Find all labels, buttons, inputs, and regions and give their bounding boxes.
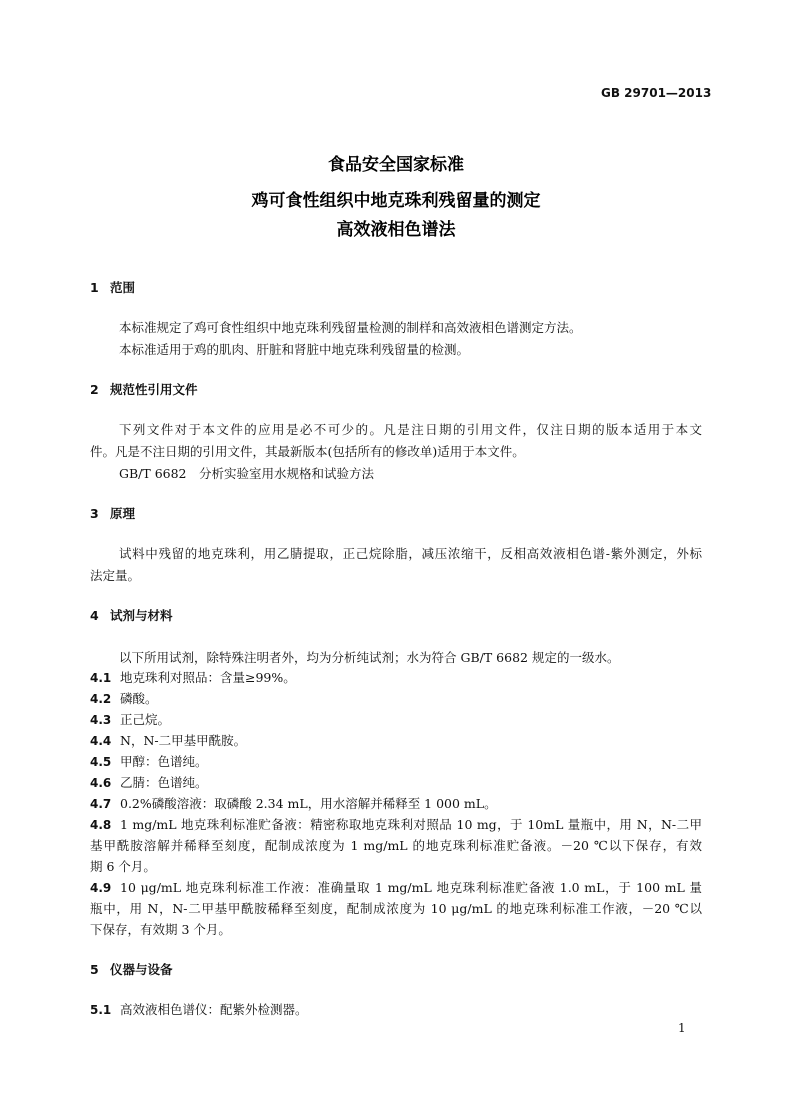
item-text: 10 μg/mL 地克珠利标准工作液：准确量取 1 mg/mL 地克珠利标准贮备液 1.0 mL，于 100 mL 量	[120, 880, 702, 895]
section-number: 1	[90, 280, 99, 295]
item-number: 4.2	[90, 692, 112, 706]
item-text: 正己烷。	[120, 712, 171, 727]
item-text: 磷酸。	[120, 691, 158, 706]
list-item	[90, 710, 170, 728]
section-number: 5	[90, 962, 99, 977]
section-4-heading	[90, 606, 173, 624]
section-title: 原理	[110, 506, 136, 521]
section-title: 规范性引用文件	[110, 382, 198, 397]
doc-title-line-1: 食品安全国家标准	[328, 155, 464, 175]
item-number: 4.4	[90, 734, 112, 748]
item-number: 4.8	[90, 818, 112, 832]
list-item-line: 期 6 个月。	[90, 859, 156, 874]
list-item	[90, 689, 158, 707]
item-text: 高效液相色谱仪：配紫外检测器。	[120, 1002, 308, 1017]
section-title: 仪器与设备	[110, 962, 173, 977]
section-title: 范围	[110, 280, 136, 295]
item-number: 4.7	[90, 797, 112, 811]
item-text: 地克珠利对照品：含量≥99%。	[120, 670, 296, 685]
list-item	[90, 752, 208, 770]
list-item-line	[90, 878, 702, 896]
section-3-heading	[90, 504, 135, 522]
list-item	[90, 668, 296, 686]
list-item	[90, 1000, 308, 1018]
section-5-heading	[90, 960, 173, 978]
item-text: 甲醇：色谱纯。	[120, 754, 208, 769]
paragraph-line: 件。凡是不注日期的引用文件，其最新版本(包括所有的修改单)适用于本文件。	[90, 444, 525, 459]
list-item-line	[90, 815, 702, 833]
paragraph-line: 下列文件对于本文件的应用是必不可少的。凡是注日期的引用文件，仅注日期的版本适用于本文	[119, 422, 702, 437]
item-text: N，N-二甲基甲酰胺。	[120, 733, 247, 748]
section-title: 试剂与材料	[110, 608, 173, 623]
paragraph-line: 试料中残留的地克珠利，用乙腈提取，正己烷除脂，减压浓缩干，反相高效液相色谱-紫外测定，外标	[119, 546, 702, 561]
paragraph: 本标准规定了鸡可食性组织中地克珠利残留量检测的制样和高效液相色谱测定方法。	[119, 320, 582, 335]
section-number: 3	[90, 506, 99, 521]
item-text: 0.2%磷酸溶液：取磷酸 2.34 mL，用水溶解并稀释至 1 000 mL。	[120, 796, 497, 811]
list-item-line: 瓶中，用 N，N-二甲基甲酰胺稀释至刻度，配制成浓度为 10 μg/mL 的地克珠利标准工作液，－20 ℃以	[90, 901, 702, 916]
paragraph: 以下所用试剂，除特殊注明者外，均为分析纯试剂；水为符合 GB/T 6682 规定的一级水。	[119, 650, 620, 665]
list-item	[90, 731, 246, 749]
doc-title-line-3: 高效液相色谱法	[336, 220, 456, 240]
item-text: 1 mg/mL 地克珠利标准贮备液：精密称取地克珠利对照品 10 mg，于 10mL 量瓶中，用 N，N-二甲	[120, 817, 702, 832]
doc-title-line-2: 鸡可食性组织中地克珠利残留量的测定	[251, 191, 541, 211]
section-1-heading	[90, 278, 135, 296]
item-number: 4.5	[90, 755, 112, 769]
list-item	[90, 773, 208, 791]
item-number: 4.3	[90, 713, 112, 727]
normative-reference: GB/T 6682 分析实验室用水规格和试验方法	[119, 466, 375, 481]
page-number: 1	[678, 1021, 686, 1035]
list-item	[90, 794, 497, 812]
item-number: 4.6	[90, 776, 112, 790]
section-2-heading	[90, 380, 198, 398]
standard-code: GB 29701—2013	[601, 86, 712, 100]
item-number: 5.1	[90, 1003, 112, 1017]
list-item-line: 下保存，有效期 3 个月。	[90, 922, 231, 937]
section-number: 4	[90, 608, 99, 623]
item-text: 乙腈：色谱纯。	[120, 775, 208, 790]
section-number: 2	[90, 382, 99, 397]
paragraph-line: 法定量。	[90, 568, 141, 583]
item-number: 4.9	[90, 881, 112, 895]
list-item-line: 基甲酰胺溶解并稀释至刻度，配制成浓度为 1 mg/mL 的地克珠利标准贮备液。－20 ℃以下保存，有效	[90, 838, 702, 853]
paragraph: 本标准适用于鸡的肌肉、肝脏和肾脏中地克珠利残留量的检测。	[119, 342, 470, 357]
item-number: 4.1	[90, 671, 112, 685]
